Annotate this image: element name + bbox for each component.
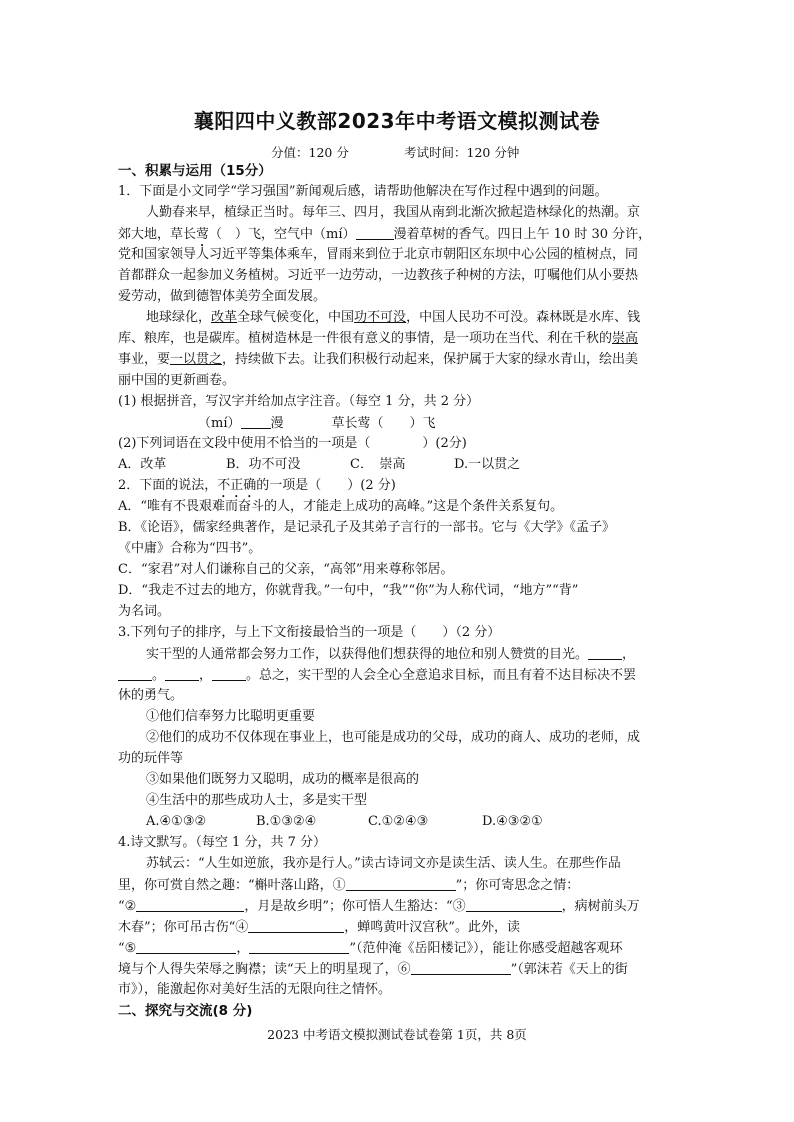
option-a[interactable]: A.④①③② — [146, 814, 207, 829]
q4-passage-line: 木春”；你可吊古伤“④ ，蝉鸣黄叶汉宫秋”。此外，读 — [118, 920, 520, 935]
q1-stem: 1．下面是小文同学“学习强国”新闻观后感，请帮助他解决在写作过程中遇到的问题。 — [118, 184, 608, 199]
q3-blank[interactable] — [212, 666, 246, 681]
q4-blank-5b[interactable] — [249, 939, 349, 954]
score-info: 分值：120 分 — [271, 145, 349, 160]
q1-sub1-answer-line: （mí） 漫 草长莺（ ）飞 — [198, 416, 436, 431]
q3-options — [146, 813, 543, 831]
q3-sentence-2-cont: 功的玩伴等 — [118, 751, 184, 766]
option-b[interactable]: B.①③②④ — [256, 814, 317, 829]
option-a[interactable]: A．改革 — [118, 457, 167, 472]
q3-sentence-3: ③如果他们既努力又聪明，成功的概率是很高的 — [146, 772, 420, 787]
exam-title: 襄阳四中义教部2023年中考语文模拟测试卷 — [193, 109, 601, 133]
q3-stem: 3.下列句子的排序，与上下文衔接最恰当的一项是（ ）（2 分） — [118, 625, 501, 640]
q1-sub2-options — [118, 456, 520, 474]
q4-passage-line: “⑤ ， ”（范仲淹《岳阳楼记》），能让你感受超越客观环 — [118, 941, 623, 956]
q4-passage-line: “② ，月是故乡明”；你可悟人生豁达：“③ ，病树前头万 — [118, 899, 640, 914]
option-d[interactable]: D.一以贯之 — [454, 457, 521, 472]
q4-passage-line: 里，你可赏自然之趣：“槲叶落山路，① ”；你可寄思念之情： — [118, 878, 580, 893]
section-2-title: 二、探究与交流(8 分) — [118, 1003, 253, 1019]
q1-passage-line: 爱劳动，做到德智体美劳全面发展。 — [118, 289, 327, 304]
q3-passage-line: 实干型的人通常都会努力工作，以获得他们想获得的地位和别人赞赏的目光。 ， — [146, 647, 636, 662]
q1-passage-line: 事业，要一以贯之，持续做下去。让我们积极行动起来，保护属于大家的绿水青山，绘出美 — [118, 352, 639, 367]
q3-blank[interactable] — [118, 666, 152, 681]
q3-blank[interactable] — [165, 666, 199, 681]
q4-blank-6[interactable] — [411, 960, 511, 975]
option-c[interactable]: C． 崇高 — [350, 457, 406, 472]
q2-option-c[interactable]: C．“家君”对人们谦称自己的父亲，“高邻”用来尊称邻居。 — [118, 562, 454, 577]
q2-option-d-cont: 为名词。 — [118, 604, 171, 619]
option-d[interactable]: D.④③②① — [482, 814, 543, 829]
section-1-title: 一、积累与运用（15分） — [118, 163, 272, 179]
q4-blank-5a[interactable] — [136, 939, 236, 954]
q4-blank-2[interactable] — [136, 897, 244, 912]
q3-sentence-2: ②他们的成功不仅体现在事业上，也可能是成功的父母，成功的商人、成功的老师，成 — [146, 730, 641, 745]
q3-passage-line: 。 ， 。总之，实干型的人会全心全意追求目标，而且有着不达目标决不罢 — [118, 666, 636, 685]
q1-sub1-stem: (1) 根据拼音，写汉字并给加点字注音。（每空 1 分，共 2 分） — [118, 394, 480, 409]
q3-passage-line: 休的勇气。 — [118, 688, 184, 703]
q4-blank-1[interactable] — [346, 876, 456, 891]
q1-blank[interactable] — [356, 225, 394, 240]
q1-passage-line: 丽中国的更新画卷。 — [118, 373, 236, 388]
q2-option-a[interactable]: A．“唯有不畏艰难而奋斗的人，才能走上成功的高峰。”这是个条件关系复句。 — [118, 499, 564, 514]
q1-passage-line: 地球绿化，改革全球气候变化，中国功不可没，中国人民功不可没。森林既是水库、钱 — [146, 310, 641, 325]
q1-passage-line: 郊大地，草长莺（ ）飞，空气中（mí） 漫着草树的香气。四日上午 10 时 30 分许， — [118, 227, 652, 242]
option-b[interactable]: B．功不可没 — [226, 457, 301, 472]
q1-passage-line: 人勤春来早，植绿正当时。每年三、四月，我国从南到北渐次掀起造林绿化的热潮。京 — [146, 205, 641, 220]
q3-sentence-1: ①他们信奉努力比聪明更重要 — [146, 709, 316, 724]
q1-passage-line: 首都群众一起参加义务植树。习近平一边劳动，一边教孩子种树的方法，叮嘱他们从小要热 — [118, 268, 639, 283]
q2-stem: 2．下面的说法，不正确的一项是（ ）(2 分) — [118, 478, 396, 493]
option-c[interactable]: C.①②④③ — [368, 814, 429, 829]
q1-sub2-stem: (2)下列词语在文段中使用不恰当的一项是（ ）(2分) — [118, 436, 467, 451]
q2-option-d[interactable]: D．“我走不过去的地方，你就背我。”一句中，“我”“你”为人称代词，“地方”“背” — [118, 583, 579, 598]
q1-sub1-blank[interactable] — [241, 414, 271, 429]
q4-stem: 4.诗文默写。（每空 1 分，共 7 分） — [118, 835, 326, 850]
q4-passage-line: 市》），能激起你对美好生活的无限向往之情怀。 — [118, 982, 392, 997]
q2-option-b[interactable]: B．《论语》，儒家经典著作，是记录孔子及其弟子言行的一部书。它与《大学》《孟子》 — [118, 520, 616, 535]
q3-sentence-4: ④生活中的那些成功人士，多是实干型 — [146, 793, 368, 808]
q4-blank-3[interactable] — [466, 897, 562, 912]
q4-blank-4[interactable] — [248, 918, 344, 933]
q1-passage-line: 库、粮库，也是碳库。植树造林是一件很有意义的事情，是一项功在当代、利在千秋的崇高 — [118, 331, 639, 346]
q2-option-b-cont: 《中庸》合称为“四书”。 — [118, 541, 262, 556]
q3-blank[interactable] — [588, 645, 622, 660]
time-info: 考试时间：120 分钟 — [404, 145, 520, 160]
q4-passage-line: 境与个人得失荣辱之胸襟；读“天上的明星现了，⑥ ”（郭沫若《天上的街 — [118, 962, 628, 977]
q1-passage-line: 党和国家领导人习近平等集体乘车，冒雨来到位于北京市朝阳区东坝中心公园的植树点，同 — [118, 247, 639, 262]
q4-passage-line: 苏轼云：“人生如逆旅，我亦是行人。”读古诗词文亦是读生活、读人生。在那些作品 — [146, 856, 621, 871]
page-footer: 2023 中考语文模拟测试卷试卷第 1页，共 8页 — [267, 1027, 527, 1042]
